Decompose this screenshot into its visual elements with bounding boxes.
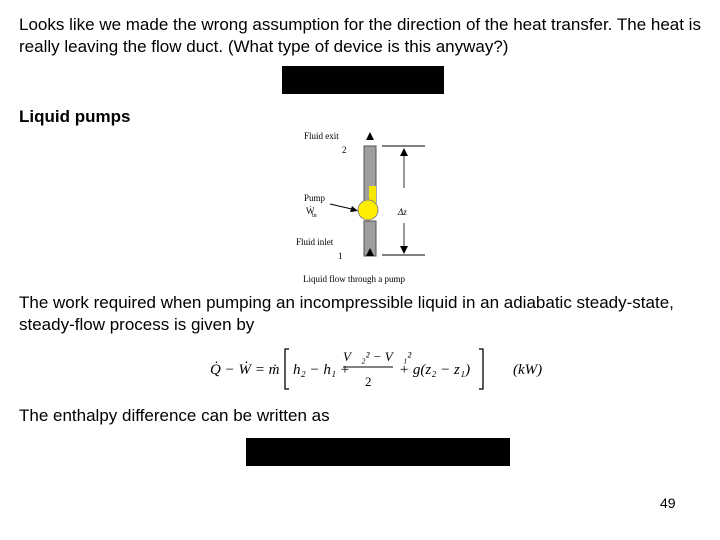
figure-caption: Liquid flow through a pump: [303, 274, 405, 284]
svg-text:+ g(z₂ − z₁): + g(z₂ − z₁): [399, 362, 471, 378]
exit-number: 2: [342, 145, 347, 155]
svg-text:(kW): (kW): [513, 362, 543, 378]
pump-figure: [290, 128, 440, 288]
work-paragraph: The work required when pumping an incompressible liquid in an adiabatic steady-state, steady-flow process is given by: [19, 293, 674, 334]
intro-paragraph: Looks like we made the wrong assumption for the direction of the heat transfer. The heat is really leaving the flow duct. (What type of device is this anyway?): [19, 15, 701, 56]
dz-arrow-down-icon: [400, 246, 408, 254]
svg-text:Q̇ − Ẇ = ṁ: Q̇ − Ẇ = ṁ: [210, 362, 280, 378]
work-subscript: in: [312, 213, 317, 219]
energy-equation: [205, 345, 565, 393]
work-label: Ẇ: [306, 206, 315, 216]
fluid-exit-label: Fluid exit: [304, 131, 339, 141]
svg-text:h₂ − h₁ +: h₂ − h₁ +: [293, 362, 350, 378]
pump-label: Pump: [304, 193, 326, 203]
work-arrow-icon: [350, 206, 358, 212]
redacted-block-top: [282, 66, 444, 94]
dz-label: Δz: [398, 207, 407, 217]
page-number: 49: [660, 495, 676, 511]
svg-text:2: 2: [365, 374, 372, 389]
pump-icon: [358, 200, 378, 220]
enthalpy-paragraph: The enthalpy difference can be written as: [19, 406, 330, 425]
fluid-inlet-label: Fluid inlet: [296, 237, 334, 247]
section-heading: Liquid pumps: [19, 107, 131, 126]
dz-arrow-up-icon: [400, 148, 408, 156]
inlet-number: 1: [338, 251, 343, 261]
exit-arrow-icon: [366, 132, 374, 140]
redacted-block-bottom: [246, 438, 510, 466]
svg-text:V⃗₂² − V⃗₁²: V⃗₂² − V⃗₁²: [343, 349, 412, 364]
